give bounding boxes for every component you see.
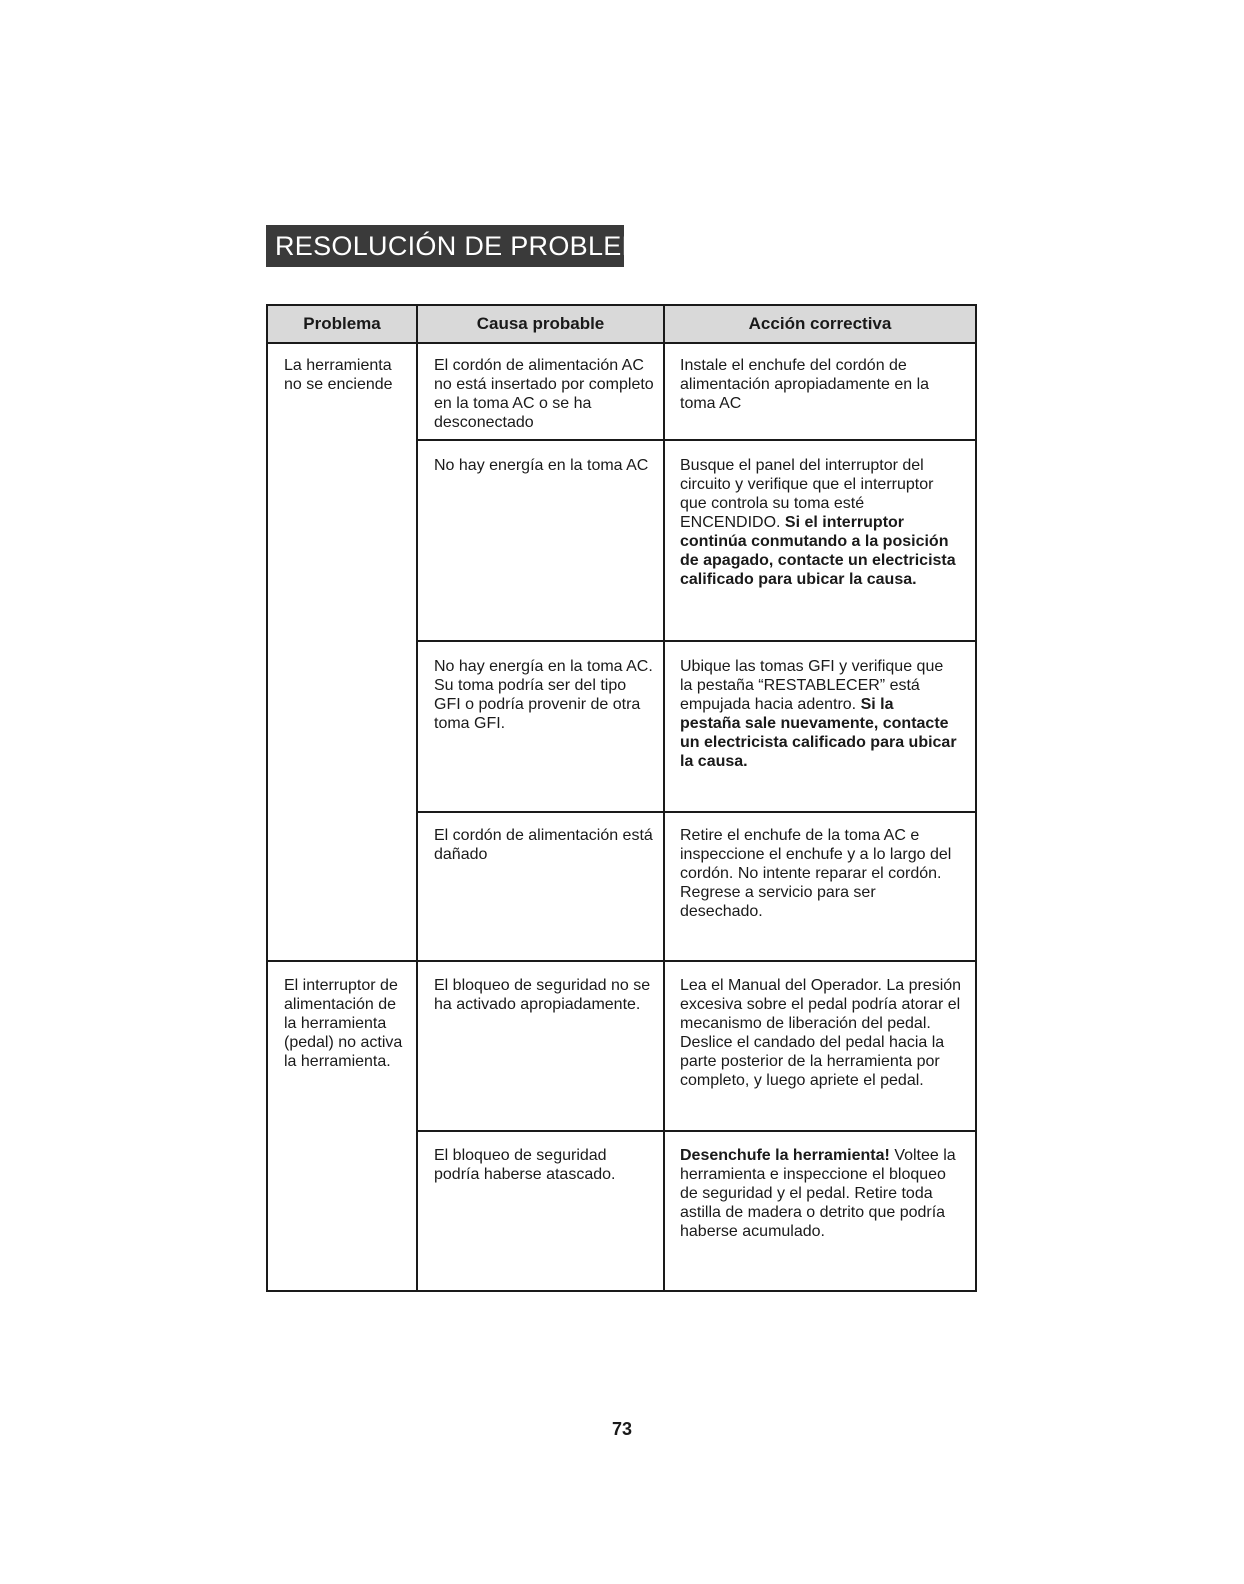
page-number: 73 [611,1419,633,1439]
action-cell [680,1146,958,1241]
action-text: Instale el enchufe del cordón de alimentación apropiadamente en la toma AC [680,357,930,412]
row-divider [418,640,975,642]
action-cell [680,456,958,589]
action-text: Lea el Manual del Operador. La presión excesiva sobre el pedal podría atorar el mecanismo de liberación del pedal. Deslice el candado del pedal hacia la parte posterior de la herramienta por completo, y luego apriete el pedal. [680,977,962,1089]
cause-cell: El bloqueo de seguridad podría haberse atascado. [434,1147,616,1183]
action-text: Voltee la herramienta e inspeccione el bloqueo de seguridad y el pedal. Retire toda astilla de madera o detrito que podría haberse acumulado. [680,1147,956,1240]
header-action: Acción correctiva [665,306,975,344]
problem-cell: El interruptor de alimentación de la herramienta (pedal) no activa la herramienta. [284,977,403,1070]
action-warning-text: Desenchufe la herramienta! [680,1147,890,1164]
action-text: Retire el enchufe de la toma AC e inspeccione el enchufe y a lo largo del cordón. No intente reparar el cordón. Regrese a servicio para ser desechado. [680,827,952,920]
action-cell [680,356,958,413]
action-text: Busque el panel del interruptor del circuito y verifique que el interruptor que controla su toma esté ENCENDIDO. [680,457,934,531]
row-divider [418,811,975,813]
header-cause: Causa probable [418,306,663,344]
troubleshooting-table [266,304,977,1292]
row-divider [418,439,975,441]
row-divider [268,960,975,962]
cause-cell: No hay energía en la toma AC [434,457,649,474]
header-problem: Problema [268,306,416,344]
action-warning-text: Si el interruptor continúa conmutando a la posición de apagado, contacte un electricista calificado para ubicar la causa. [680,514,956,588]
cause-cell: No hay energía en la toma AC. Su toma podría ser del tipo GFI o podría provenir de otra toma GFI. [434,658,653,732]
action-warning-text: Si la pestaña sale nuevamente, contacte un electricista calificado para ubicar la causa. [680,696,957,770]
action-text: Ubique las tomas GFI y verifique que la pestaña “RESTABLECER” está empujada hacia adentro. [680,658,944,713]
action-cell [680,826,958,921]
cause-cell: El cordón de alimentación AC no está insertado por completo en la toma AC o se ha desconectado [434,357,654,431]
cause-cell: El bloqueo de seguridad no se ha activado apropiadamente. [434,977,651,1013]
column-divider [663,306,665,1290]
action-cell [680,976,964,1090]
column-divider [416,306,418,1290]
cause-cell: El cordón de alimentación está dañado [434,827,653,863]
action-cell [680,657,958,771]
row-divider [418,1130,975,1132]
page-title: RESOLUCIÓN DE PROBLEMAS [266,225,624,267]
problem-cell: La herramienta no se enciende [284,357,393,393]
